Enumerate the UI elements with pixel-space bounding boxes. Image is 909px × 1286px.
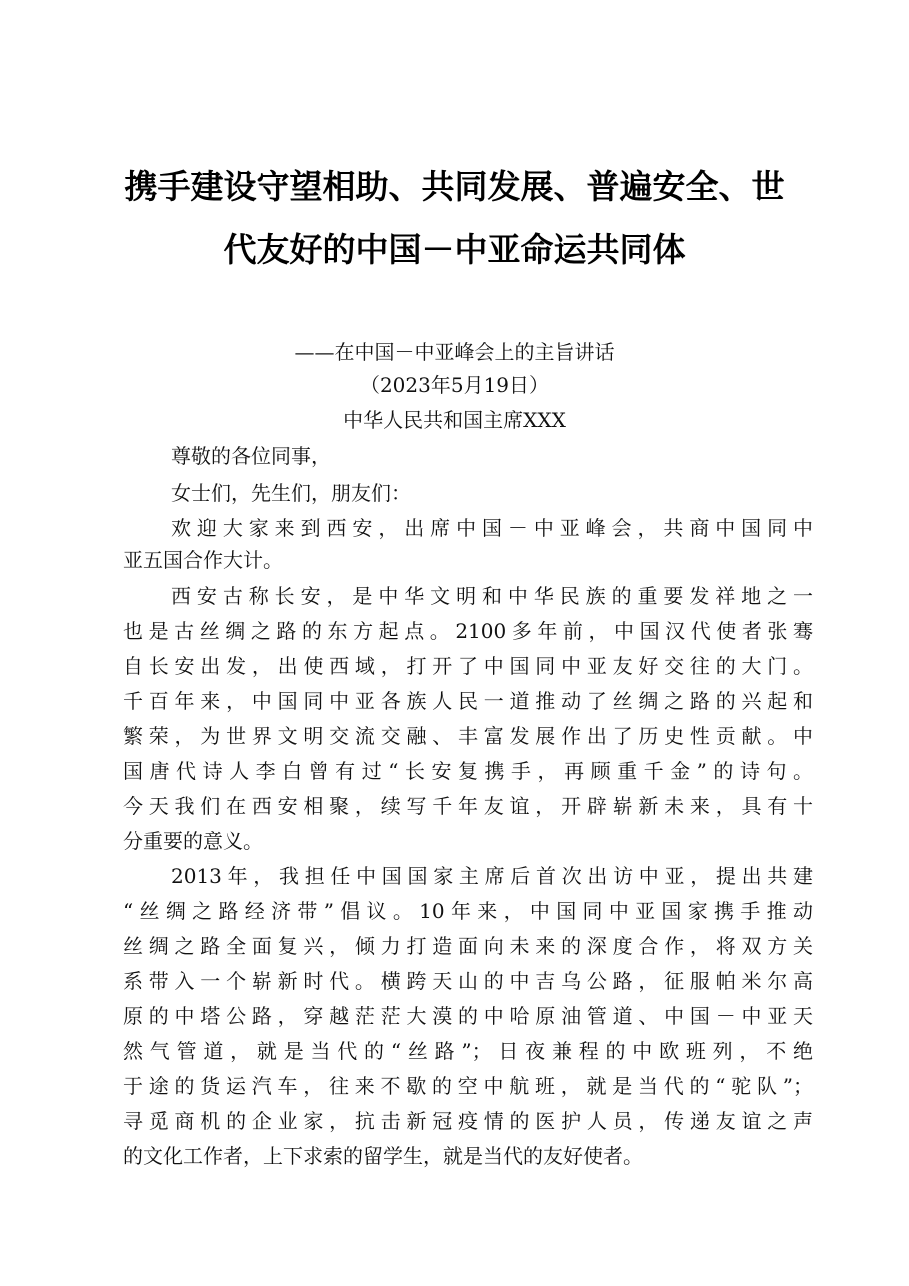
body-line: 2013年，我担任中国国家主席后首次出访中亚，提出共建 <box>171 864 813 888</box>
title-line-2: 代友好的中国－中亚命运共同体 <box>223 230 686 269</box>
salutation-2: 女士们，先生们，朋友们： <box>171 481 411 505</box>
body-line: 寻觅商机的企业家，抗击新冠疫情的医护人员，传递友谊之声 <box>123 1109 813 1133</box>
body-line: 千百年来，中国同中亚各族人民一道推动了丝绸之路的兴起和 <box>123 689 813 713</box>
body-line: 今天我们在西安相聚，续写千年友谊，开辟崭新未来，具有十 <box>123 794 813 818</box>
subtitle: ——在中国－中亚峰会上的主旨讲话 <box>294 340 615 364</box>
body-line: 自长安出发，出使西域，打开了中国同中亚友好交往的大门。 <box>123 654 813 678</box>
body-line: 然气管道，就是当代的“丝路”；日夜兼程的中欧班列，不绝 <box>123 1039 813 1063</box>
body-line: 欢迎大家来到西安，出席中国－中亚峰会，共商中国同中 <box>171 516 813 540</box>
body-line: 于途的货运汽车，往来不歇的空中航班，就是当代的“驼队”； <box>123 1074 813 1098</box>
salutation-1: 尊敬的各位同事， <box>171 444 331 468</box>
body-line: 国唐代诗人李白曾有过“长安复携手，再顾重千金”的诗句。 <box>123 759 813 783</box>
body-line: “丝绸之路经济带”倡议。10年来，中国同中亚国家携手推动 <box>123 899 813 923</box>
body-line: 系带入一个崭新时代。横跨天山的中吉乌公路，征服帕米尔高 <box>123 969 813 993</box>
body-line: 也是古丝绸之路的东方起点。2100多年前，中国汉代使者张骞 <box>123 619 813 643</box>
speech-date: （2023年5月19日） <box>359 373 550 397</box>
body-line: 繁荣，为世界文明交流交融、丰富发展作出了历史性贡献。中 <box>123 724 813 748</box>
speaker: 中华人民共和国主席XXX <box>343 408 566 432</box>
body-line: 分重要的意义。 <box>123 829 263 853</box>
body-line: 的文化工作者，上下求索的留学生，就是当代的友好使者。 <box>123 1144 643 1168</box>
body-line: 原的中塔公路，穿越茫茫大漠的中哈原油管道、中国－中亚天 <box>123 1004 813 1028</box>
body-line: 丝绸之路全面复兴，倾力打造面向未来的深度合作，将双方关 <box>123 934 813 958</box>
title-line-1: 携手建设守望相助、共同发展、普遍安全、世 <box>124 167 785 206</box>
body-line: 亚五国合作大计。 <box>123 548 283 572</box>
body-line: 西安古称长安，是中华文明和中华民族的重要发祥地之一 <box>171 584 813 608</box>
